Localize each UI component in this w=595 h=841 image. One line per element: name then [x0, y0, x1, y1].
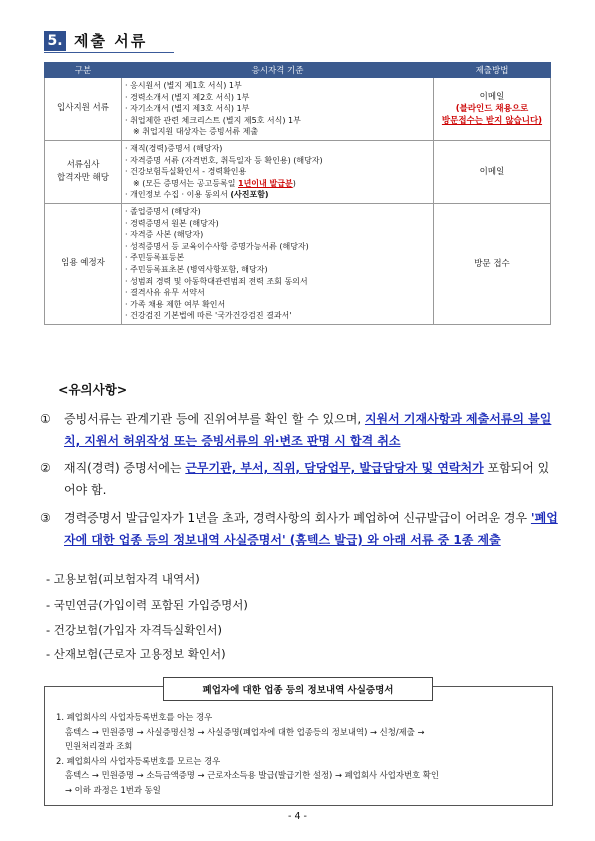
- item-text: · 개인정보 수집 · 이용 동의서: [125, 190, 231, 200]
- note-mark: ②: [40, 461, 51, 475]
- list-item: · 건강검진 기본법에 따른 '국가건강검진 결과서': [125, 311, 292, 321]
- row-category: 임용 예정자: [45, 203, 122, 324]
- dash-item: - 국민연금(가입이력 포함된 가입증명서): [46, 598, 248, 612]
- note-text: 경력증명서 발급일자가 1년을 초과, 경력사항의 회사가 폐업하여 신규발급이 어려운 경우: [64, 511, 531, 525]
- category-line: 서류심사: [66, 159, 100, 170]
- list-item: · 응시원서 (별지 제1호 서식) 1부: [125, 81, 242, 90]
- note-mark: ①: [40, 412, 51, 426]
- note-red: 1년이내 발급분: [238, 178, 293, 188]
- note-3: [40, 507, 560, 551]
- list-item: · 자격증 사본 (해당자): [125, 230, 204, 240]
- note-2: [40, 457, 560, 501]
- list-item: · 경력증명서 원본 (해당자): [125, 218, 219, 228]
- dash-item: - 고용보험(피보험자격 내역서): [46, 572, 200, 586]
- dash-item: - 산재보험(근로자 고용정보 확인서): [46, 647, 226, 661]
- row-method: 이메일: [434, 140, 551, 203]
- table-row: [45, 78, 551, 141]
- section-underline: [44, 52, 174, 53]
- row-items: [122, 78, 434, 141]
- header-method: 제출방법: [434, 63, 551, 78]
- row-category: 입사지원 서류: [45, 78, 122, 141]
- category-line: 합격자만 해당: [57, 172, 109, 183]
- list-item: ※ 취업지원 대상자는 증빙서류 제출: [133, 127, 259, 137]
- section-number: 5.: [44, 31, 66, 51]
- list-item: · 졸업증명서 (해당자): [125, 206, 201, 216]
- info-box-content: [56, 710, 541, 797]
- box-line: 1. 폐업회사의 사업자등록번호를 아는 경우: [56, 712, 213, 722]
- list-item: · 경력소개서 (별지 제2호 서식) 1부: [125, 92, 250, 102]
- note-emphasis: '폐업자에 대한 업종 등의 정보내역 사실증명서' (홈텍스 발급) 와 아래 서류 중 1종 제출: [64, 511, 558, 547]
- page-number: - 4 -: [288, 811, 307, 822]
- header-category: 구분: [45, 63, 122, 78]
- box-line: 홈텍스 → 민원증명 → 소득금액증명 → 근로자소득용 발급(발급기한 설정) → 폐업회사 사업자번호 확인: [65, 770, 439, 780]
- note-emphasis: 지원서 기재사항과 제출서류의 불일치, 지원서 허위작성 또는 증빙서류의 위·변조 판명 시 합격 취소: [64, 412, 552, 448]
- list-item: · 재직(경력)증명서 (해당자): [125, 143, 223, 153]
- box-line: → 이하 과정은 1번과 동일: [65, 784, 161, 795]
- note-text: 증빙서류는 관계기관 등에 진위여부를 확인 할 수 있으며,: [64, 412, 365, 426]
- list-item: · 자격증명 서류 (자격번호, 취득일자 등 확인용) (해당자): [125, 155, 323, 165]
- list-item: [125, 189, 430, 201]
- item-bold: (사진포함): [230, 190, 269, 200]
- list-item: · 성적증명서 등 교육이수사항 증명가능서류 (해당자): [125, 241, 309, 251]
- table-row: [45, 203, 551, 324]
- note-emphasis: 근무기관, 부서, 직위, 담당업무, 발급담당자 및 연락처가: [185, 461, 484, 475]
- method-text: 이메일: [479, 91, 505, 102]
- section-heading: [44, 30, 147, 51]
- note-text: 재직(경력) 증명서에는: [64, 461, 186, 475]
- dash-item: - 건강보험(가입자 자격득실확인서): [46, 623, 222, 637]
- note-prefix: ※ (모든 증명서는 공고등록일: [133, 178, 239, 188]
- box-line: 2. 폐업회사의 사업자등록번호를 모르는 경우: [56, 755, 221, 766]
- method-note: 방문접수는 받지 않습니다): [441, 115, 543, 126]
- list-item: · 결격사유 유무 서약서: [125, 288, 205, 298]
- table-row: [45, 140, 551, 203]
- list-item: · 자기소개서 (별지 제3호 서식) 1부: [125, 104, 250, 114]
- documents-table: [44, 62, 551, 325]
- box-line: 민원처리결과 조회: [65, 741, 133, 751]
- note-mark: ③: [40, 511, 51, 525]
- header-criteria: 응시자격 기준: [122, 63, 434, 78]
- method-note: (블라인드 채용으로: [455, 103, 529, 114]
- list-item: · 가족 채용 제한 여부 확인서: [125, 299, 226, 309]
- info-box-title: 폐업자에 대한 업종 등의 정보내역 사실증명서: [163, 677, 433, 701]
- table-header-row: [45, 63, 551, 78]
- row-items: [122, 203, 434, 324]
- box-line: 홈텍스 → 민원증명 → 사실증명신청 → 사실증명(폐업자에 대한 업종등의 정보내역) → 신청/제출 →: [65, 726, 425, 737]
- row-method: [434, 78, 551, 141]
- row-items: [122, 140, 434, 203]
- row-category: [45, 140, 122, 203]
- list-item: · 건강보험득실확인서 - 경력확인용: [125, 167, 247, 177]
- notes-title: <유의사항>: [58, 382, 128, 397]
- list-item: · 성범죄 경력 및 아동학대관련범죄 전력 조회 동의서: [125, 276, 308, 286]
- list-item: · 주민등록표초본 (병역사항포함, 해당자): [125, 264, 268, 274]
- note-suffix: ): [292, 178, 296, 188]
- list-item: · 주민등록표등본: [125, 253, 185, 263]
- row-method: 방문 접수: [434, 203, 551, 324]
- section-title: 제출 서류: [74, 32, 148, 50]
- list-item: [125, 178, 430, 190]
- note-1: [40, 408, 560, 452]
- note-tail: 포함되어 있어야 함.: [64, 461, 550, 497]
- list-item: · 취업제한 관련 체크리스트 (별지 제5호 서식) 1부: [125, 115, 301, 125]
